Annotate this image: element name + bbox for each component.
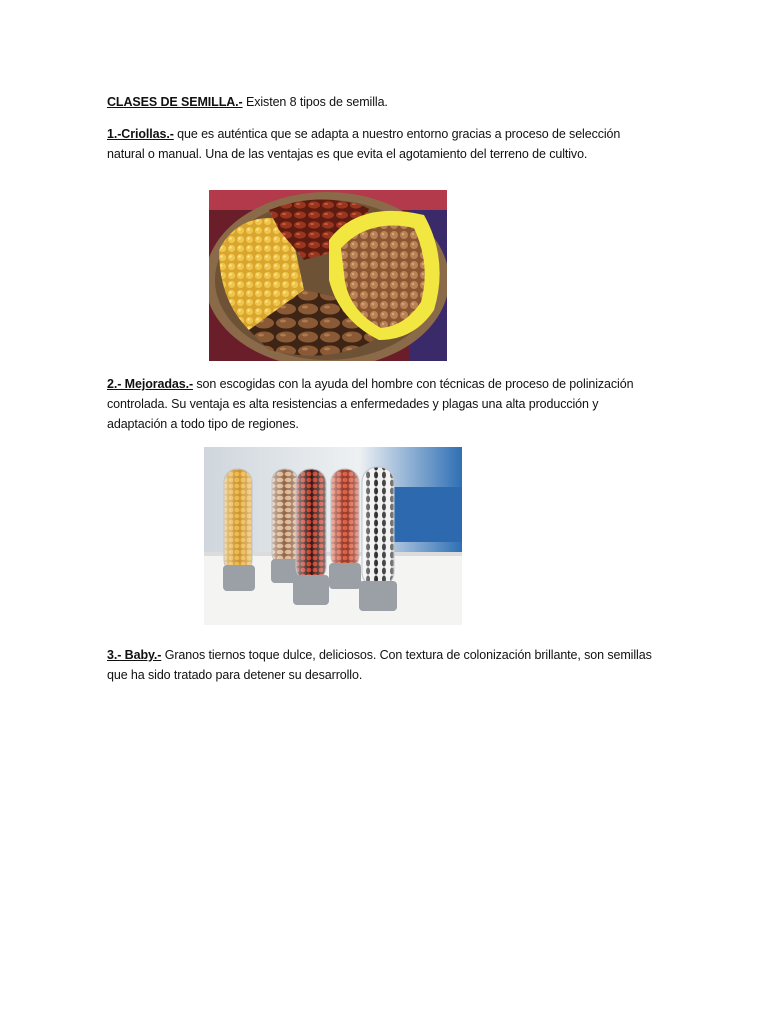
section-heading: 2.- Mejoradas.- [107, 377, 194, 391]
title-heading: CLASES DE SEMILLA.- [107, 95, 243, 109]
document-title [107, 92, 667, 112]
section-text: son escogidas con la ayuda del hombre con técnicas de proceso de polinización [193, 377, 634, 391]
section-baby [107, 645, 667, 685]
section-heading: 1.-Criollas.- [107, 127, 174, 141]
section-mejoradas [107, 374, 667, 434]
section-heading: 3.- Baby.- [107, 648, 162, 662]
section-criollas [107, 124, 667, 164]
section-text: que ha sido tratado para detener su desarrollo. [107, 668, 363, 682]
section-text: controlada. Su ventaja es alta resistencias a enfermedades y plagas una alta producción y [107, 397, 599, 411]
title-text: Existen 8 tipos de semilla. [242, 95, 388, 109]
section-text: que es auténtica que se adapta a nuestro entorno gracias a proceso de selección [173, 127, 621, 141]
section-text: adaptación a todo tipo de regiones. [107, 417, 299, 431]
section-text: natural o manual. Una de las ventajas es que evita el agotamiento del terreno de cultivo. [107, 147, 588, 161]
seed-tubes-photo [204, 447, 462, 625]
section-text: Granos tiernos toque dulce, deliciosos. Con textura de colonización brillante, son semillas [161, 648, 652, 662]
seed-basket-photo [209, 190, 447, 361]
